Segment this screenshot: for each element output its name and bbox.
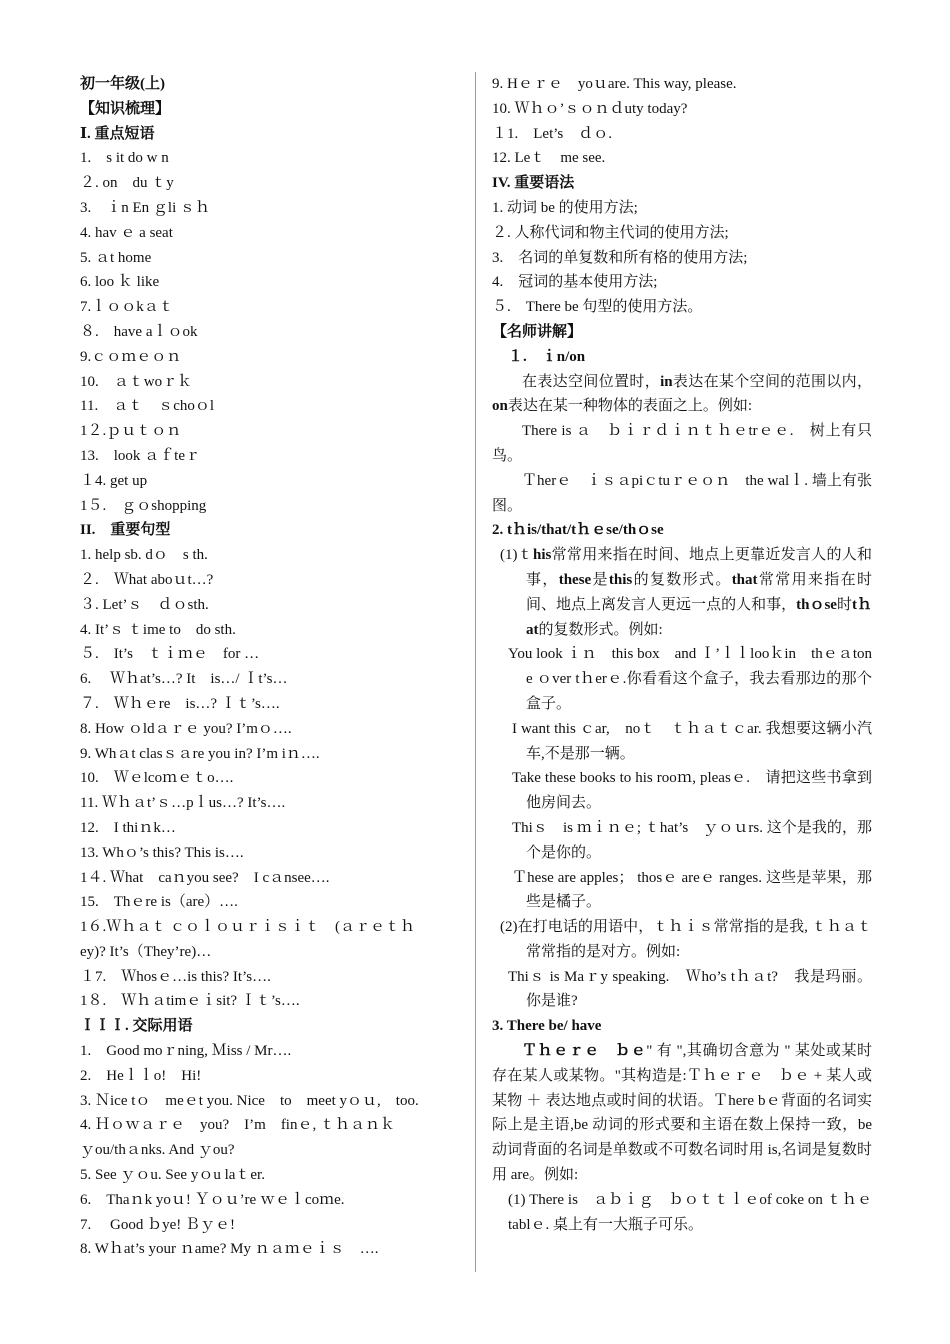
sentence-item: ７. Ｗｈｅre is…? Ｉｔ’s…. (80, 695, 280, 712)
expression-item: 5. See ｙｏu. See yｏu laｔer. (80, 1167, 265, 1184)
expression-item: 8. Wｈat’s your ｎame? My ｎａｍｅｉｓ …. (80, 1241, 379, 1258)
this-that-example-1: You look ｉｎ this box and Ｉ’ｌｌlooｋin thｅａtone ｏver tｈerｅ.你看看这个盒子，我去看那边的那个盒子。 (508, 646, 872, 712)
phrase-item: 1２.ｐｕｔｏｎ (80, 423, 182, 440)
left-column (80, 72, 462, 1262)
in-on-example-1: There is ａ ｂｉｒｄｉｎｔｈｅtrｅｅ. 树上有只鸟。 (492, 423, 872, 464)
sentence-item: 1６.Ｗｈａｔ ｃｏｌｏｕｒｉｓｉｔ (ａｒｅｔｈ (80, 919, 415, 936)
this-that-rule-2: (2)在打电话的用语中，ｔｈｉｓ常常指的是我, ｔｈａｔ常常指的是对方。例如: (500, 919, 872, 960)
sentence-item: 1. help sb. dｏ s th. (80, 547, 208, 564)
this-that-heading: 2. tｈis/that/tｈｅse/thｏse (492, 522, 664, 539)
keyword: that (731, 571, 758, 588)
phrase-item: 9.ｃｏｍｅｏｎ (80, 348, 182, 365)
grammar-item: 4. 冠词的基本使用方法; (492, 274, 658, 291)
sentence-item: １7. Ｗhosｅ…is this? It’s…. (80, 968, 271, 985)
text-run: 在表达空间位置时， (522, 373, 661, 390)
sentence-item: 12. I thiｎk… (80, 819, 176, 836)
expression-item: 4. Ｈｏｗａｒｅ you? I’m finｅ, ｔｈａｎｋ (80, 1117, 395, 1134)
keyword: his (533, 547, 552, 564)
phrase-item: 10. ａｔwoｒｋ (80, 373, 193, 390)
expressions-heading: ＩＩＩ. 交际用语 (80, 1018, 193, 1035)
expression-item: ｙou/thａnks. And ｙou? (80, 1142, 235, 1159)
keyword: this (608, 571, 633, 588)
expression-list-continued (492, 72, 872, 171)
keyword: tｈat (526, 596, 872, 638)
sentence-item: 1８. Ｗｈａtimｅｉsit? Ｉｔ’s…. (80, 993, 300, 1010)
in-on-explanation (492, 370, 872, 420)
sentence-item: 15. Thｅre is（are）…. (80, 894, 238, 911)
grade-title: 初一年级(上) (80, 76, 165, 92)
sentence-item: 1４. Ｗhat caｎyou see? I cａnsee…. (80, 869, 330, 886)
expression-item: 10. Ｗｈｏ’ｓｏｎｄuty today? (492, 100, 688, 117)
text-run: 是 (591, 571, 609, 588)
sentence-item: 4. It’ｓ ｔime to do sth. (80, 621, 236, 638)
phrase-item: 11. ａｔ ｓchoｏl (80, 398, 215, 415)
sentences-heading: II. 重要句型 (80, 522, 171, 539)
expression-item: 6. Thaｎk yoｕ! Ｙｏｕ’re ｗｅｌcoｍe. (80, 1191, 345, 1208)
phrase-item: 3. ｉn En ｇli ｓｈ (80, 199, 210, 216)
text-run: 的复数形式。 (632, 571, 732, 588)
knowledge-section-heading: 【知识梳理】 (80, 100, 171, 117)
grammar-item: 3. 名词的单复数和所有格的使用方法; (492, 249, 748, 266)
sentence-item: 10. Ｗｅlcoｍｅｔo…. (80, 770, 234, 787)
text-run: 的复数形式。例如: (538, 621, 663, 638)
in-on-example-2: Ｔherｅ ｉｓａpiｃtuｒｅｏｎ the walｌ. 墙上有张图。 (492, 472, 872, 514)
sentence-item: 6. Ｗｈat’s…? It is…/ Ｉt’s… (80, 671, 288, 688)
this-that-example-3: Take these books to his rooｍ, pleasｅ. 请把这些书拿到他房间去。 (512, 770, 872, 812)
phrase-item: ２. on du ｔy (80, 175, 174, 192)
in-on-heading: １. ｉn/on (508, 348, 586, 365)
grammar-item: ２. 人称代词和物主代词的使用方法; (492, 224, 729, 241)
grammar-heading: IV. 重要语法 (492, 175, 575, 192)
keyword: on (492, 398, 508, 415)
expression-item: 1. Good moｒning, Ｍiss / Mr…. (80, 1043, 292, 1060)
sentence-item: ２. Ｗhat aboｕt…? (80, 571, 214, 588)
phrase-list (80, 146, 462, 518)
this-that-example-6: Thiｓ is Maｒy speaking. Ｗho’s tｈａt? 我是玛丽。你是谁? (508, 968, 872, 1010)
grammar-list (492, 196, 872, 320)
text-run: " 有 ",其确切含意为 " 某处或某时存在某人或某物。"其构造是:Ｔｈｅｒｅ ｂｅ + 某人或某物 ＋ 表达地点或时间的状语。Ｔhere bｅ背面的名词实际上是主语,be 动词的形式要和主语在数上保持一致，be 动词背面的名词是单数或不可数名词时用 is,名词是复数时用 are。例如: (492, 1043, 872, 1184)
right-column (492, 72, 888, 1237)
phrase-item: 6. loo ｋ like (80, 274, 160, 291)
expression-item: 7. Good ｂye! Ｂｙｅ! (80, 1216, 235, 1233)
phrase-item: 1. s it do w n (80, 150, 169, 167)
sentence-item: 11. Ｗｈａt’ｓ…pｌus…? It’s…. (80, 795, 286, 812)
expression-item: 2. Heｌｌo! Hi! (80, 1067, 202, 1084)
text-run: 常常用来指在时间、地点上更靠近发言人的人和事， (526, 547, 872, 588)
phrases-heading: Ⅰ. 重点短语 (80, 125, 155, 142)
there-be-example-1: (1) There is ａｂｉｇ ｂｏｔｔｌｅof coke on ｔｈｅ tablｅ. 桌上有一大瓶子可乐。 (508, 1191, 888, 1233)
phrase-item: 4. hav ｅ a seat (80, 224, 173, 241)
sentence-item: 8. How ｏldａｒｅ you? I’mｏ…. (80, 720, 292, 737)
text-run: (1)ｔ (500, 547, 534, 564)
this-that-rule-1 (492, 543, 872, 642)
text-run: 表达在某一种物体的表面之上。例如: (507, 398, 753, 415)
sentence-item: 9. Whａt clasｓａre you in? I’m iｎ…. (80, 745, 320, 762)
keyword: thｏse (796, 596, 837, 613)
sentence-item: ３. Let’ｓ ｄｏsth. (80, 596, 209, 613)
there-be-explanation (492, 1039, 872, 1188)
phrase-item: １4. get up (80, 472, 148, 489)
phrase-item: 7.ｌｏｏkａｔ (80, 299, 174, 316)
sentence-item: ey)? It’s（They’re)… (80, 943, 212, 960)
teacher-section-heading: 【名师讲解】 (492, 323, 583, 340)
this-that-example-5: Ｔhese are apples； thosｅ areｅ ranges. 这些是苹果，那些是橘子。 (512, 869, 872, 911)
column-divider (475, 72, 476, 1272)
keyword: in (660, 373, 673, 390)
text-run: 常常用来指在时间、地点上离发言人更远一点的人和事， (526, 571, 872, 613)
phrase-item: ８. have aｌｏok (80, 323, 198, 340)
keyword: Ｔｈｅｒｅ ｂｅ (522, 1043, 647, 1060)
expression-list (80, 1039, 462, 1262)
expression-item: 3. Ｎice tｏ meｅt you. Nice to meet yｏｕ, too. (80, 1092, 419, 1109)
expression-item: 9. Hｅｒｅ yoｕare. This way, please. (492, 76, 737, 92)
expression-item: 12. Leｔ me see. (492, 150, 606, 167)
text-run: 时 (836, 596, 852, 613)
phrase-item: 1５. ｇｏshopping (80, 497, 207, 514)
sentence-item: ５. It’s ｔｉｍｅ for … (80, 646, 260, 663)
there-be-heading: 3. There be/ have (492, 1018, 602, 1035)
grammar-item: 1. 动词 be 的使用方法; (492, 199, 638, 216)
expression-item: １1. Let’s ｄｏ. (492, 125, 612, 142)
this-that-example-2: I want this ｃar, noｔ ｔｈａｔｃar. 我想要这辆小汽车,不是那一辆。 (512, 720, 872, 762)
sentence-list (80, 543, 462, 1014)
sentence-item: 13. Whｏ’s this? This is…. (80, 844, 244, 861)
phrase-item: 13. look ａｆteｒ (80, 447, 200, 464)
this-that-example-4: Thiｓ is ｍｉｎｅ; ｔhat’s ｙｏｕrs. 这个是我的，那个是你的。 (512, 819, 872, 861)
text-run: 表达在某个空间的范围以内， (672, 373, 872, 390)
grammar-item: ５. There be 句型的使用方法。 (492, 299, 703, 316)
keyword: these (558, 571, 592, 588)
phrase-item: 5. ａt home (80, 249, 152, 266)
